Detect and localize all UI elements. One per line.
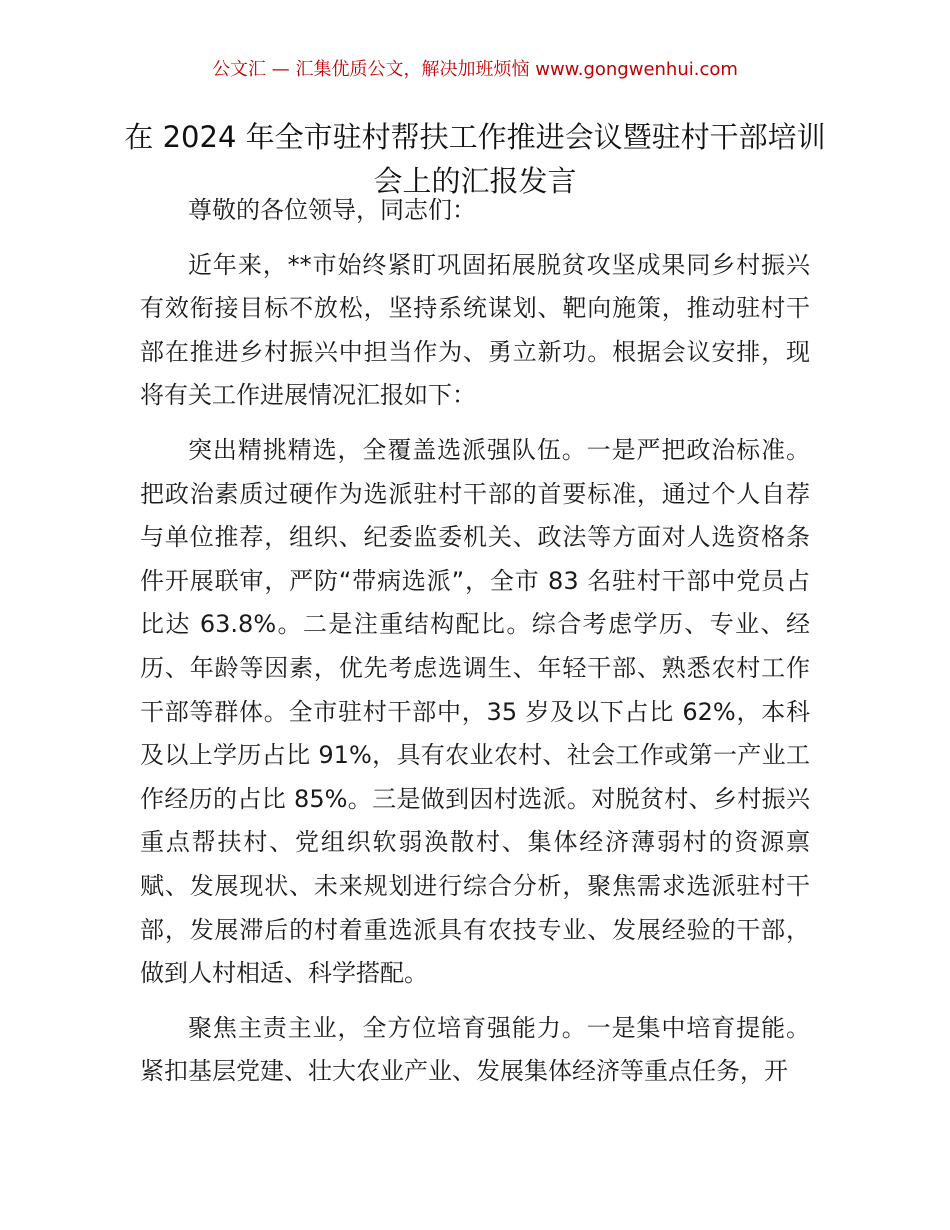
header-banner: 公文汇 — 汇集优质公文，解决加班烦恼 www.gongwenhui.com bbox=[212, 59, 738, 80]
paragraph-selection: 突出精挑精选，全覆盖选派强队伍。一是严把政治标准。把政治素质过硬作为选派驻村干部的首要标准，通过个人自荐与单位推荐，组织、纪委监委机关、政法等方面对人选资格条件开展联审，严防“带病选派”，全市 83 名驻村干部中党员占比达 63.8%。二是注重结构配比。综合考虑学历、专业、经历、年龄等因素，优先考虑选调生、年轻干部、熟悉农村工作干部等群体。全市驻村干部中，35 岁及以下占比 62%，本科及以上学历占比 91%，具有农业农村、社会工作或第一产业工作经历的占比 85%。三是做到因村选派。对脱贫村、乡村振兴重点帮扶村、党组织软弱涣散村、集体经济薄弱村的资源禀赋、发展现状、未来规划进行综合分析，聚焦需求选派驻村干部，发展滞后的村着重选派具有农技专业、发展经验的干部，做到人村相适、科学搭配。 bbox=[140, 435, 810, 988]
document-body bbox=[140, 189, 810, 1105]
document-title: 在 2024 年全市驻村帮扶工作推进会议暨驻村干部培训会上的汇报发言 bbox=[124, 120, 826, 198]
paragraph-training: 聚焦主责主业，全方位培育强能力。一是集中培育提能。紧扣基层党建、壮大农业产业、发展集体经济等重点任务，开 bbox=[140, 1013, 810, 1086]
paragraph-intro: 近年来，**市始终紧盯巩固拓展脱贫攻坚成果同乡村振兴有效衔接目标不放松，坚持系统谋划、靶向施策，推动驻村干部在推进乡村振兴中担当作为、勇立新功。根据会议安排，现将有关工作进展情况汇报如下： bbox=[140, 250, 810, 410]
salutation: 尊敬的各位领导，同志们： bbox=[188, 196, 476, 224]
